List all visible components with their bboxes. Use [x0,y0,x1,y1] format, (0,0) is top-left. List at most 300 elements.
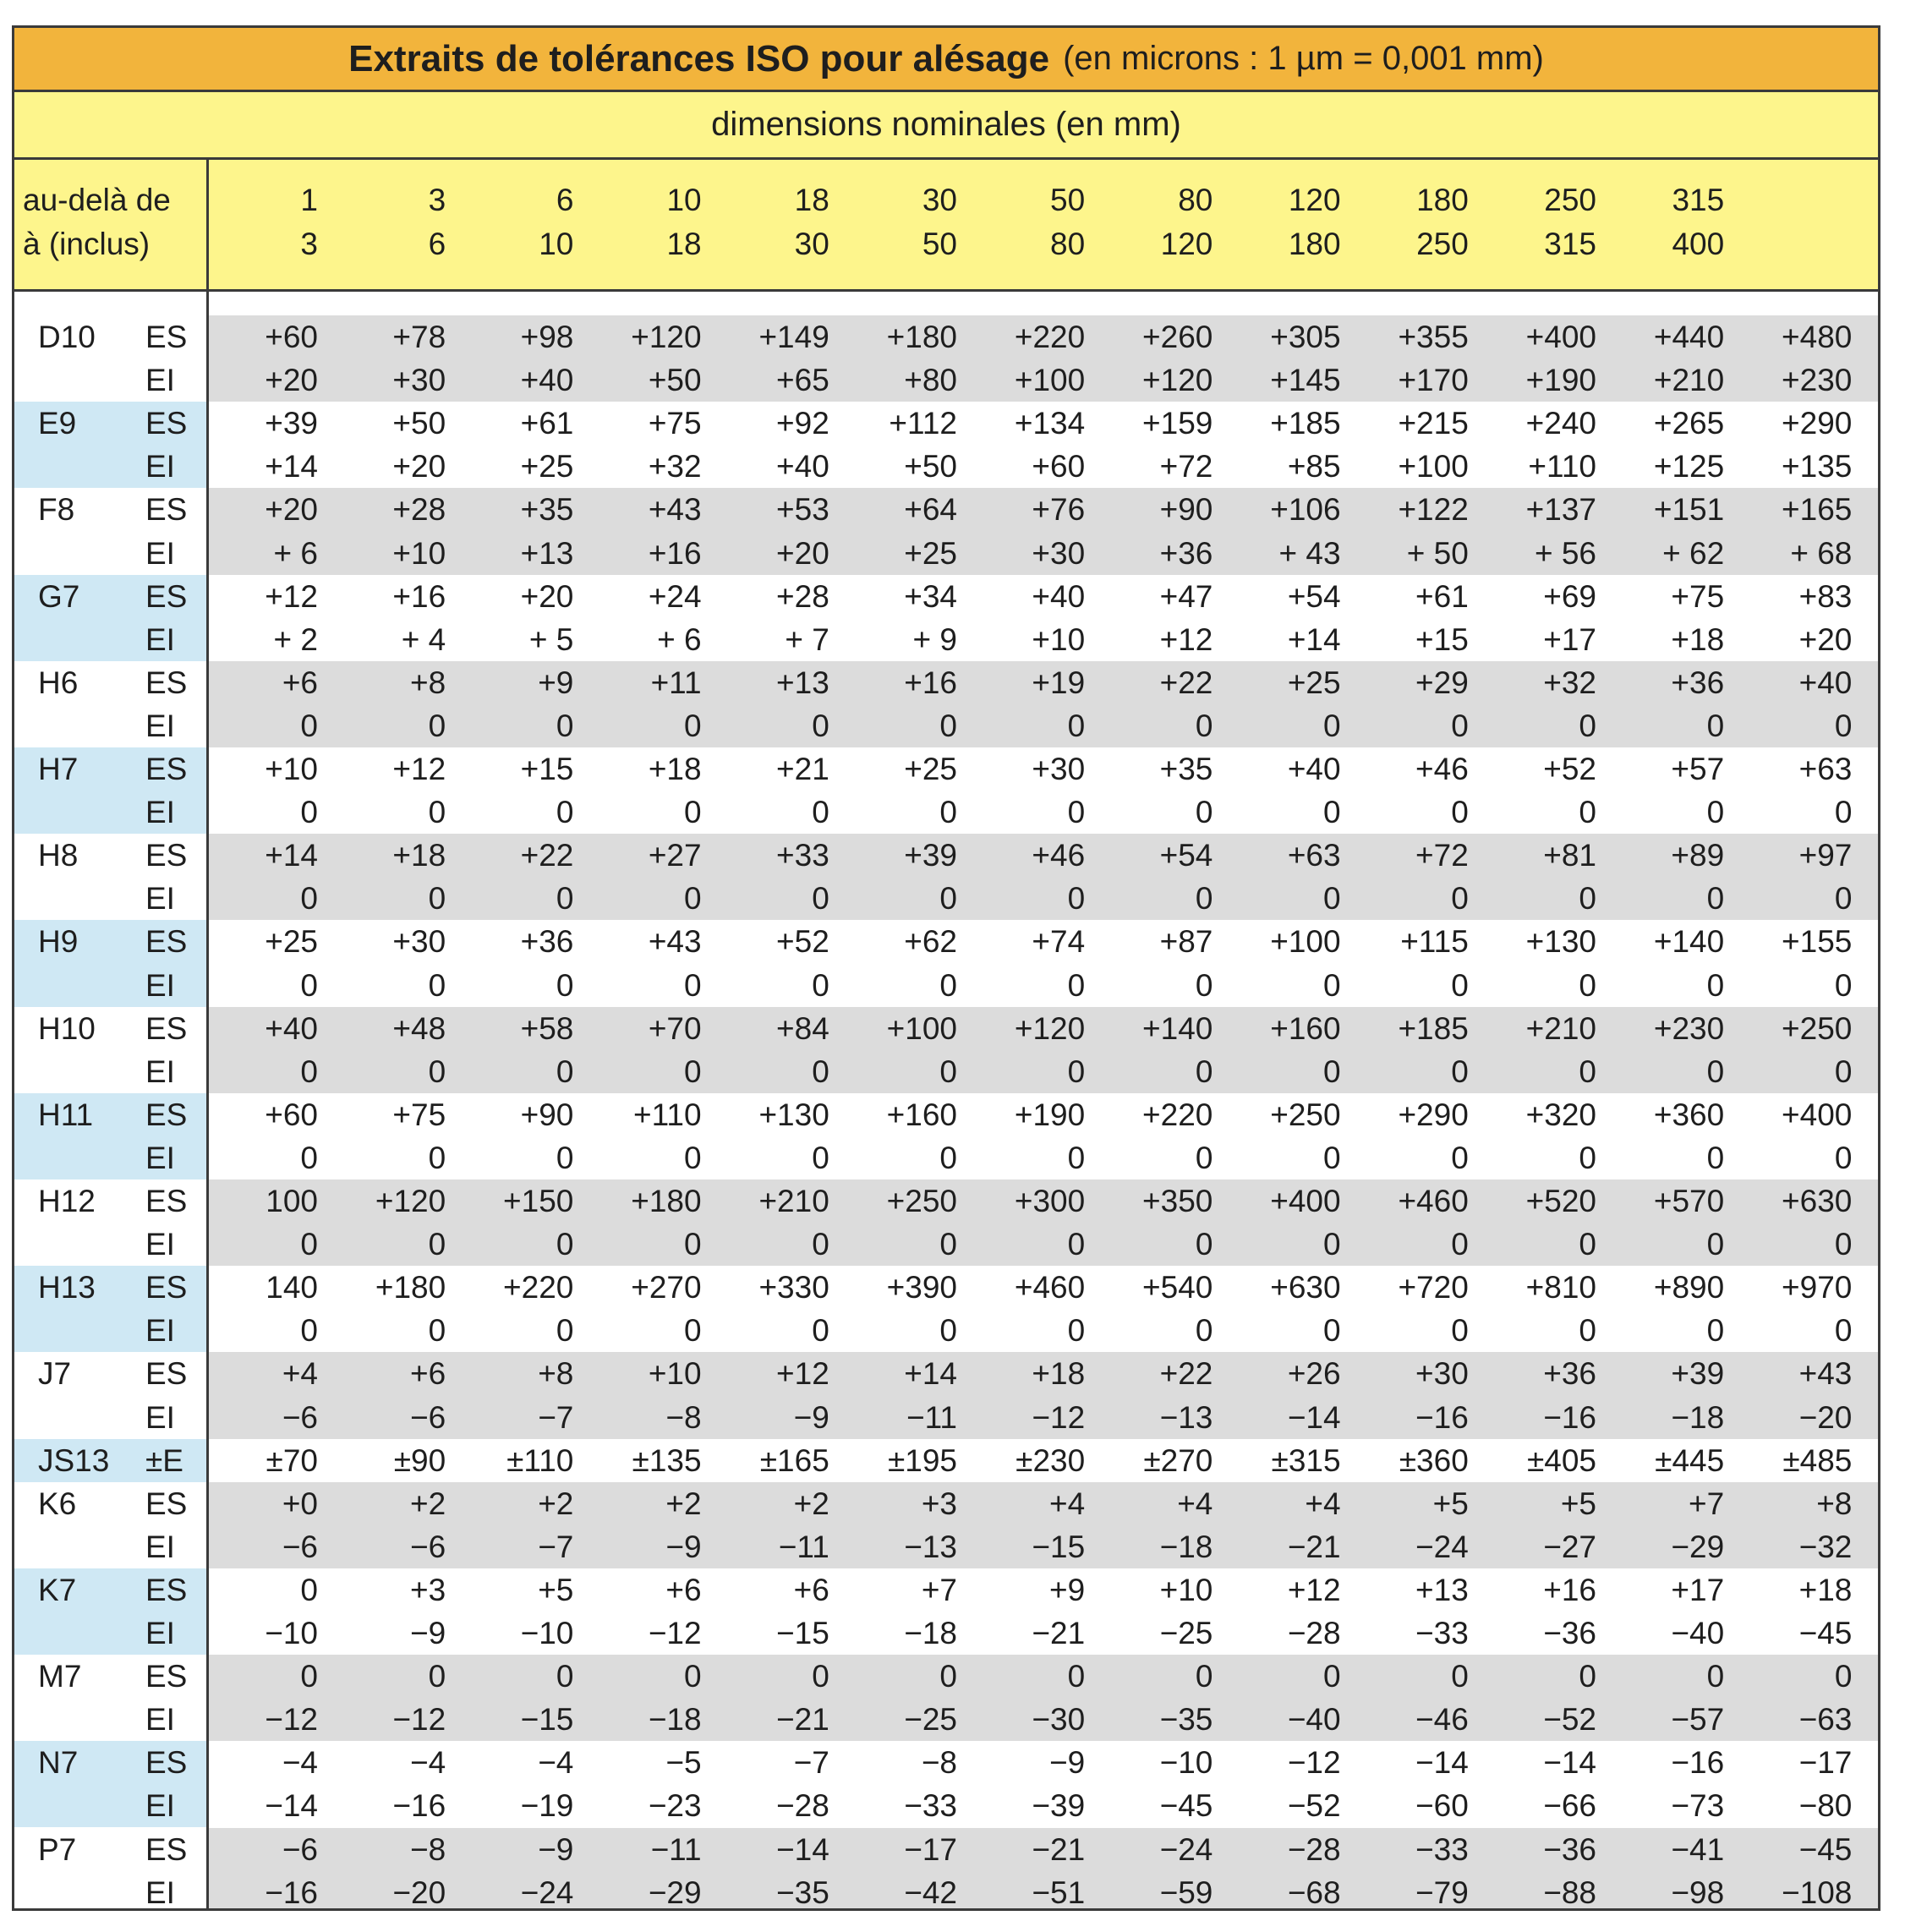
range-from-value: 1 [300,183,318,217]
table-cell: +58 [520,1010,574,1046]
table-cell: 0 [1195,881,1213,917]
table-cell: +90 [520,1097,574,1132]
table-cell: +43 [1798,1356,1853,1392]
table-cell: −7 [793,1745,829,1781]
table-cell: −108 [1782,1875,1853,1910]
table-cell: +39 [1671,1356,1725,1392]
table-cell: + 7 [785,621,829,657]
table-cell: +145 [1270,363,1341,398]
table-cell: +330 [758,1270,829,1305]
table-cell: +30 [392,363,446,398]
table-cell: +40 [265,1010,318,1046]
table-cell: 0 [1579,708,1596,743]
table-cell: −28 [776,1788,829,1824]
table-cell: +180 [886,320,957,354]
table-cell: +18 [1032,1356,1086,1392]
table-cell: −63 [1798,1702,1853,1738]
table-cell: 0 [556,1054,574,1089]
table-cell: ±110 [506,1442,574,1478]
deviation-label: EI [145,708,175,743]
table-cell: +5 [1432,1486,1469,1521]
table-cell: −14 [265,1788,318,1824]
table-cell: +20 [265,363,318,398]
table-cell: 0 [428,967,446,1003]
table-cell: +106 [1270,492,1341,528]
table-cell: 0 [1706,881,1725,917]
table-cell: −24 [1415,1529,1469,1564]
table-cell: +810 [1525,1270,1596,1305]
table-cell: + 62 [1662,535,1725,571]
table-cell: +220 [1014,320,1086,354]
table-cell: 0 [1834,1054,1853,1089]
table-cell: 0 [1451,967,1469,1003]
table-cell: 0 [1323,708,1341,743]
range-from-label: au-delà de [23,183,171,217]
table-cell: +185 [1270,406,1341,441]
table-cell: −9 [538,1831,574,1867]
table-cell: +215 [1398,406,1469,441]
table-cell: 0 [300,1572,318,1607]
table-cell: 0 [939,967,957,1003]
table-cell: +20 [1798,621,1853,657]
table-cell: −32 [1798,1529,1853,1564]
deviation-label: ES [145,406,188,441]
table-cell: +34 [904,578,957,614]
table-cell: +64 [904,492,957,528]
table-cell: 0 [1706,708,1725,743]
tolerance-class: K6 [38,1486,77,1521]
table-cell: −21 [1032,1831,1086,1867]
table-cell: 0 [1579,881,1596,917]
table-cell: 0 [300,1140,318,1175]
table-cell: −18 [1671,1399,1725,1435]
table-cell: −66 [1543,1788,1596,1824]
table-cell: +185 [1398,1010,1469,1046]
table-cell: −18 [1159,1529,1213,1564]
table-cell: 0 [1451,881,1469,917]
table-cell: +36 [1543,1356,1596,1392]
table-cell: −8 [665,1399,702,1435]
table-cell: −12 [265,1702,318,1738]
table-cell: +40 [1287,752,1341,786]
table-cell: −6 [282,1529,318,1564]
table-cell: +53 [776,492,829,528]
table-cell: 0 [812,1227,829,1262]
table-cell: 0 [684,795,702,830]
table-cell: −12 [392,1702,446,1738]
deviation-label: ES [145,752,188,786]
table-cell: +16 [904,665,957,700]
table-cell: +130 [758,1097,829,1132]
table-cell: 0 [1579,1054,1596,1089]
table-cell: +43 [648,492,702,528]
table-cell: +125 [1653,449,1725,484]
table-cell: 0 [556,1313,574,1349]
table-cell: −79 [1415,1875,1469,1910]
deviation-label: ES [145,1486,188,1521]
table-cell: +72 [1415,838,1469,873]
deviation-label: ES [145,1184,188,1218]
table-cell: −33 [1415,1616,1469,1650]
table-cell: 0 [684,1313,702,1349]
tolerance-table [12,25,1880,1911]
table-cell: + 5 [528,621,574,657]
tolerance-class: H8 [38,838,79,873]
table-cell: +24 [648,578,702,614]
deviation-label: ES [145,838,188,873]
table-cell: 0 [939,1313,957,1349]
table-title-units: (en microns : 1 µm = 0,001 mm) [1063,40,1544,77]
table-cell: +100 [886,1010,957,1046]
deviation-label: EI [145,881,175,917]
table-cell: 0 [300,708,318,743]
table-cell: 0 [1579,967,1596,1003]
table-cell: 0 [1706,1227,1725,1262]
table-cell: + 50 [1406,535,1469,571]
table-cell: + 2 [273,621,318,657]
table-cell: 0 [1195,1227,1213,1262]
table-cell: 0 [1323,1054,1341,1089]
table-cell: +12 [776,1356,829,1392]
table-cell: +7 [1689,1486,1725,1521]
deviation-label: EI [145,1227,175,1262]
table-cell: +17 [1671,1572,1725,1607]
table-cell: 0 [1834,1140,1853,1175]
table-cell: +40 [520,363,574,398]
table-cell: +54 [1287,578,1341,614]
table-cell: −4 [538,1745,574,1781]
table-cell: ±230 [1015,1442,1086,1478]
deviation-label: EI [145,363,175,398]
table-cell: +100 [1014,363,1086,398]
range-to-value: 3 [300,227,318,261]
table-cell: 0 [556,708,574,743]
table-cell: ±195 [887,1442,957,1478]
table-cell: +220 [1142,1097,1213,1132]
table-cell: +970 [1782,1270,1853,1305]
table-cell: +135 [1782,449,1853,484]
range-from-value: 120 [1288,183,1341,217]
table-cell: +460 [1398,1184,1469,1218]
table-cell: 0 [939,795,957,830]
table-cell: +115 [1400,924,1469,960]
table-cell: 0 [556,1140,574,1175]
table-cell: 0 [812,708,829,743]
table-cell: −27 [1543,1529,1596,1564]
table-cell: −21 [1032,1616,1086,1650]
table-cell: 0 [1706,967,1725,1003]
table-cell: 0 [428,1054,446,1089]
table-cell: +540 [1142,1270,1213,1305]
table-cell: +75 [392,1097,446,1132]
table-cell: −18 [904,1616,957,1650]
table-cell: 0 [1323,881,1341,917]
table-cell: +400 [1782,1097,1853,1132]
table-cell: +40 [1798,665,1853,700]
table-cell: 0 [1451,1313,1469,1349]
table-cell: −12 [648,1616,702,1650]
table-cell: 0 [300,967,318,1003]
table-cell: −29 [648,1875,702,1910]
table-cell: 0 [939,1227,957,1262]
table-cell: 0 [1067,1659,1086,1694]
table-cell: +6 [793,1572,829,1607]
range-to-value: 400 [1672,227,1725,261]
table-cell: +720 [1398,1270,1469,1305]
table-cell: −16 [1543,1399,1596,1435]
table-cell: −42 [904,1875,957,1910]
table-cell: −73 [1671,1788,1725,1824]
table-cell: 0 [812,967,829,1003]
table-cell: +69 [1543,578,1596,614]
tolerance-class: K7 [38,1572,77,1607]
range-from-value: 50 [1050,183,1086,217]
table-cell: 0 [939,1659,957,1694]
table-cell: +13 [520,535,574,571]
tolerance-class: H10 [38,1010,96,1046]
deviation-label: EI [145,1399,175,1435]
table-cell: +63 [1287,838,1341,873]
table-cell: −12 [1287,1745,1341,1781]
table-cell: −52 [1543,1702,1596,1738]
table-cell: +32 [1543,665,1596,700]
table-cell: +10 [1032,621,1086,657]
table-cell: +230 [1653,1010,1725,1046]
table-cell: 0 [684,708,702,743]
table-cell: 0 [1067,881,1086,917]
table-cell: +50 [904,449,957,484]
table-cell: 0 [812,795,829,830]
table-cell: + 43 [1278,535,1341,571]
table-cell: −9 [793,1399,829,1435]
table-cell: +250 [1782,1010,1853,1046]
table-cell: −20 [392,1875,446,1910]
table-cell: +165 [1782,492,1853,528]
dimension-ranges-header [14,160,1878,292]
range-to-value: 6 [428,227,446,261]
table-cell: + 56 [1534,535,1596,571]
range-from-value: 3 [428,183,446,217]
table-cell: +190 [1014,1097,1086,1132]
table-cell: +65 [776,363,829,398]
table-cell: +151 [1653,492,1725,528]
table-cell: +15 [1415,621,1469,657]
table-cell: +190 [1525,363,1596,398]
table-cell: +170 [1398,363,1469,398]
table-cell: −57 [1671,1702,1725,1738]
table-cell: + 6 [657,621,702,657]
table-cell: 0 [1451,708,1469,743]
table-cell: +26 [1287,1356,1341,1392]
table-cell: +4 [1049,1486,1086,1521]
table-cell: −29 [1671,1529,1725,1564]
table-cell: −16 [1415,1399,1469,1435]
deviation-label: ES [145,1010,188,1046]
table-cell: −16 [392,1788,446,1824]
table-cell: +6 [282,665,318,700]
table-cell: 0 [1706,1140,1725,1175]
range-from-value: 6 [556,183,574,217]
table-cell: 0 [300,881,318,917]
deviation-label: ES [145,578,188,614]
table-cell: 0 [1195,1313,1213,1349]
table-cell: −10 [520,1616,574,1650]
table-cell: +12 [392,752,446,786]
table-cell: +460 [1014,1270,1086,1305]
table-cell: +400 [1525,320,1596,354]
tolerance-class: H11 [38,1097,94,1132]
table-cell: 0 [1323,1659,1341,1694]
table-cell: −7 [538,1529,574,1564]
deviation-label: ES [145,1831,188,1867]
table-cell: +22 [1159,1356,1213,1392]
table-cell: 0 [1834,881,1853,917]
table-cell: ±90 [393,1442,446,1478]
table-cell: +220 [503,1270,574,1305]
table-cell: 0 [1067,795,1086,830]
table-cell: 0 [1706,1054,1725,1089]
table-cell: 0 [1323,1227,1341,1262]
table-cell: +81 [1543,838,1596,873]
table-cell: 0 [1323,967,1341,1003]
table-cell: +15 [520,752,574,786]
table-cell: + 4 [401,621,446,657]
table-cell: −33 [1415,1831,1469,1867]
table-cell: −4 [410,1745,446,1781]
table-cell: 0 [1579,795,1596,830]
table-cell: −14 [1287,1399,1341,1435]
deviation-label: EI [145,1313,175,1349]
table-cell: +520 [1525,1184,1596,1218]
table-cell: −21 [1287,1529,1341,1564]
deviation-label: ES [145,1097,188,1132]
table-cell: +35 [1159,752,1213,786]
table-cell: +30 [1415,1356,1469,1392]
table-cell: −11 [906,1399,957,1435]
table-cell: +140 [1142,1010,1213,1046]
table-cell: +210 [758,1184,829,1218]
table-cell: +12 [265,578,318,614]
table-cell: +6 [665,1572,702,1607]
table-cell: −88 [1543,1875,1596,1910]
table-cell: −80 [1798,1788,1853,1824]
tolerance-class: F8 [38,492,75,528]
table-cell: 0 [1067,1054,1086,1089]
table-cell: −24 [1159,1831,1213,1867]
table-cell: +290 [1782,406,1853,441]
table-cell: 0 [812,1659,829,1694]
table-cell: +160 [886,1097,957,1132]
table-cell: ±70 [265,1442,318,1478]
table-cell: −23 [648,1788,702,1824]
table-cell: 0 [1451,1140,1469,1175]
table-cell: −14 [1415,1745,1469,1781]
table-cell: +21 [776,752,829,786]
table-cell: −7 [538,1399,574,1435]
range-to-value: 120 [1160,227,1213,261]
title-bar [14,28,1878,92]
table-cell: 0 [428,1659,446,1694]
table-cell: −14 [1543,1745,1596,1781]
table-cell: −98 [1671,1875,1725,1910]
table-cell: −9 [410,1616,446,1650]
table-cell: 0 [684,881,702,917]
table-cell: +61 [1415,578,1469,614]
table-cell: 0 [300,1313,318,1349]
table-cell: 0 [300,1659,318,1694]
table-cell: −20 [1798,1399,1853,1435]
table-cell: ±405 [1526,1442,1596,1478]
table-cell: 0 [1834,708,1853,743]
table-cell: +29 [1415,665,1469,700]
table-cell: +0 [282,1486,318,1521]
table-cell: +250 [886,1184,957,1218]
table-cell: +20 [520,578,574,614]
table-cell: +120 [1014,1010,1086,1046]
table-cell: −6 [282,1399,318,1435]
table-cell: +50 [392,406,446,441]
tolerance-class: N7 [38,1745,79,1781]
table-cell: 0 [939,881,957,917]
range-to-value: 10 [539,227,574,261]
deviation-label: ES [145,665,188,700]
table-cell: −33 [904,1788,957,1824]
table-title: Extraits de tolérances ISO pour alésage [348,37,1050,79]
table-cell: +630 [1270,1270,1341,1305]
table-cell: 0 [300,795,318,830]
table-cell: +32 [648,449,702,484]
table-cell: +5 [1560,1486,1596,1521]
table-cell: −12 [1032,1399,1086,1435]
table-cell: ±135 [632,1442,702,1478]
table-cell: +52 [1543,752,1596,786]
table-cell: +97 [1798,838,1853,873]
table-cell: +76 [1032,492,1086,528]
range-from-value: 30 [922,183,957,217]
table-cell: +890 [1653,1270,1725,1305]
table-cell: +149 [758,320,829,354]
table-cell: +74 [1032,924,1086,960]
table-cell: +19 [1032,665,1086,700]
table-cell: −16 [1671,1745,1725,1781]
table-cell: 0 [812,1054,829,1089]
table-cell: +3 [410,1572,446,1607]
table-cell: +85 [1287,449,1341,484]
deviation-label: ES [145,492,188,528]
table-cell: +18 [392,838,446,873]
range-from-value: 80 [1178,183,1213,217]
table-cell: +70 [648,1010,702,1046]
table-cell: +160 [1270,1010,1341,1046]
table-cell: +134 [1014,406,1086,441]
table-cell: +100 [1270,924,1341,960]
table-cell: 0 [428,881,446,917]
range-from-value: 250 [1544,183,1596,217]
table-cell: +10 [1159,1572,1213,1607]
table-cell: +54 [1159,838,1213,873]
deviation-label: ES [145,1745,188,1781]
table-cell: +265 [1653,406,1725,441]
table-cell: +120 [375,1184,446,1218]
table-cell: +40 [1032,578,1086,614]
table-cell: −15 [776,1616,829,1650]
table-cell: 0 [556,1659,574,1694]
table-cell: ±165 [759,1442,829,1478]
table-cell: −17 [1798,1745,1853,1781]
table-cell: +9 [1049,1572,1086,1607]
table-cell: 0 [428,1227,446,1262]
deviation-label: ±E [145,1442,183,1478]
